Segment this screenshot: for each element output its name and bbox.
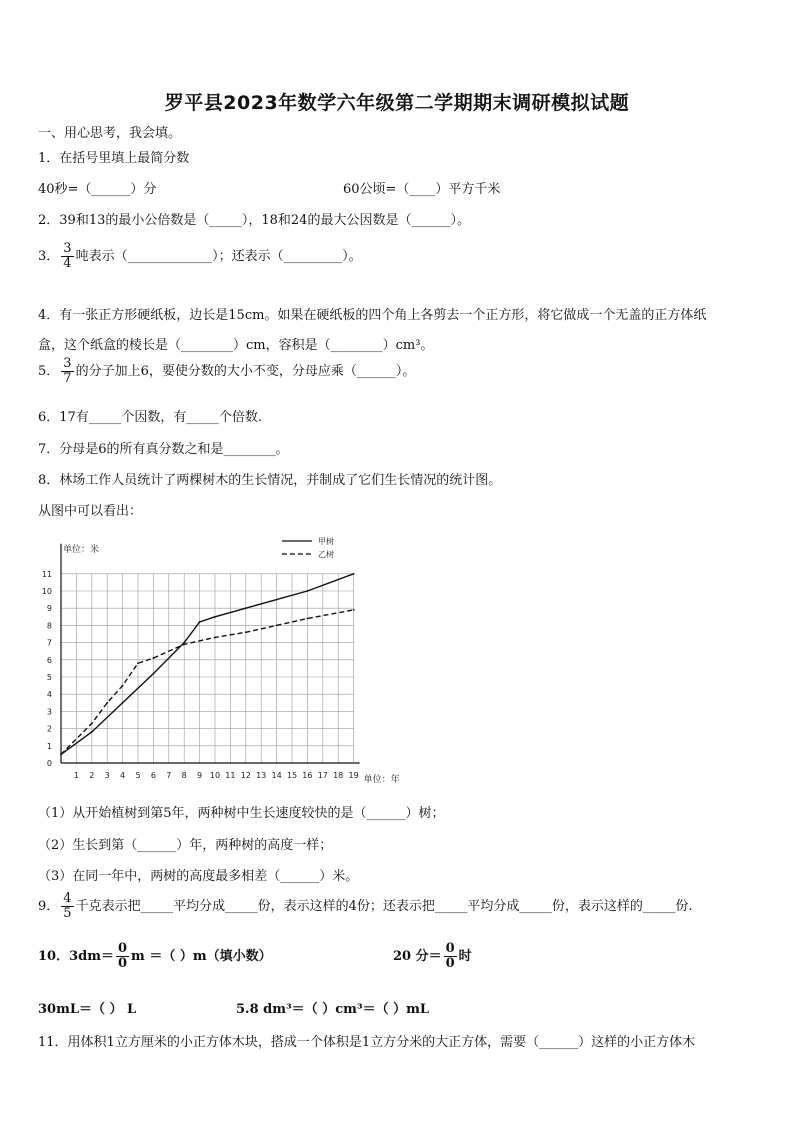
y-tick-label: 10 [41,587,52,596]
y-tick-label: 0 [46,759,52,768]
question-1a: 40秒=（______）分 [38,182,157,197]
data-point [276,599,278,601]
question-8-part1: （1）从开始植树到第5年，两种树中生长速度较快的是（______）树； [38,806,445,821]
data-point [153,657,155,659]
data-point [307,590,309,592]
fraction [61,357,73,386]
x-tick-label: 9 [197,771,203,780]
question-5 [38,357,415,386]
data-point [91,723,93,725]
question-5-label: 5． [38,364,60,379]
x-tick-label: 5 [135,771,141,780]
y-tick-label: 1 [46,741,52,751]
fraction [61,892,73,921]
y-tick-label: 5 [46,673,52,682]
series-line-yi [61,610,354,755]
data-point [91,731,93,733]
y-tick-label: 2 [46,724,52,734]
x-tick-label: 2 [89,771,95,780]
x-tick-label: 19 [348,771,359,780]
question-3 [38,242,362,271]
question-8-part2: （2）生长到第（______）年，两种树的高度一样； [38,838,333,853]
x-tick-label: 8 [181,771,187,780]
question-11: 11．用体积1立方厘米的小正方体木块，搭成一个体积是1立方分米的大正方体，需要（______）这样的小正方体木 [38,1035,696,1050]
question-9-text: 千克表示把_____平均分成_____份，表示这样的4份；还表示把_____平均分成_____份，表示这样的_____份. [75,899,693,914]
growth-line-chart [40,530,420,790]
question-2: 2．39和13的最小公倍数是（_____），18和24的最大公因数是（______）。 [38,213,470,228]
chart-legend [282,536,334,559]
data-point [276,625,278,627]
y-tick-label: 9 [46,604,52,614]
question-10a-suffix: m ＝（ ）m（填小数） [131,949,272,964]
x-tick-label: 12 [240,771,251,780]
fraction-denominator: 0 [117,956,128,971]
data-point [183,643,185,645]
question-6: 6．17有_____个因数，有_____个倍数. [38,410,262,425]
data-point [153,673,155,675]
question-8-part3: （3）在同一年中，两树的高度最多相差（______）米。 [38,869,359,884]
fraction-numerator: 3 [63,356,72,371]
question-10b [393,942,472,971]
x-tick-label: 4 [120,771,126,780]
x-axis-label: 单位：年 [363,775,400,785]
data-point [245,607,247,609]
question-3-text: 吨表示（_____________）；还表示（_________）。 [75,249,362,264]
legend-label: 甲树 [318,537,334,546]
x-tick-label: 3 [104,771,110,780]
fraction-denominator: 4 [63,256,72,271]
x-tick-label: 10 [209,771,221,780]
fraction-denominator: 5 [63,906,72,921]
page-title: 罗平县2023年数学六年级第二学期期末调研模拟试题 [164,92,630,114]
question-10a [38,942,272,971]
y-tick-label: 3 [46,707,52,717]
y-axis-label: 单位：米 [63,544,100,555]
x-tick-label: 11 [225,771,236,780]
data-point [307,618,309,620]
fraction [116,942,129,971]
question-4-line1: 4．有一张正方形硬纸板，边长是15cm。如果在硬纸板的四个角上各剪去一个正方形，将它做成一个无盖的正方体纸 [38,308,707,323]
fraction-numerator: 0 [445,941,455,956]
data-point [214,616,216,618]
question-9-label: 9． [38,899,60,914]
x-tick-label: 18 [333,771,344,780]
chart-axes [42,543,400,785]
x-tick-label: 1 [73,771,79,780]
question-7: 7．分母是6的所有真分数之和是________。 [38,442,289,457]
x-tick-label: 17 [317,771,328,780]
question-4-line2: 盒，这个纸盒的棱长是（________）cm，容积是（________）cm³。 [38,338,434,353]
y-tick-label: 6 [46,655,52,665]
fraction-denominator: 7 [63,371,72,386]
data-point [199,621,201,623]
x-tick-label: 13 [256,771,267,780]
y-tick-label: 7 [46,638,52,648]
data-point [214,637,216,639]
question-10a-prefix: 10．3dm＝ [38,949,114,964]
question-5-text: 的分子加上6，要使分数的大小不变，分母应乘（______）。 [75,364,416,379]
data-point [122,702,124,704]
chart-series [60,573,354,755]
fraction [444,942,457,971]
x-tick-label: 7 [166,771,172,780]
x-tick-label: 15 [286,771,298,780]
data-point [245,631,247,633]
question-10d: 5.8 dm³＝（ ）cm³＝（ ）mL [236,1002,429,1017]
question-10c: 30mL＝（ ） L [38,1002,137,1017]
y-tick-label: 4 [46,690,52,700]
data-point [106,702,108,704]
question-10b-prefix: 20 分＝ [393,949,442,964]
fraction-numerator: 4 [63,891,72,906]
question-8-stem: 8．林场工作人员统计了两棵树木的生长情况，并制成了它们生长情况的统计图。 [38,473,502,488]
question-3-label: 3． [38,249,60,264]
fraction-denominator: 0 [445,956,455,971]
data-point [353,573,355,575]
section-heading: 一、用心思考，我会填。 [38,126,182,141]
question-9 [38,892,692,921]
x-tick-label: 14 [271,771,282,780]
legend-label: 乙树 [318,550,334,559]
fraction [61,242,73,271]
question-1b: 60公顷=（____）平方千米 [343,182,501,197]
data-point [60,754,62,756]
question-1-stem: 1．在括号里填上最简分数 [38,151,190,166]
question-8-sub: 从图中可以看出： [38,504,143,519]
question-10b-suffix: 时 [458,949,472,964]
chart-grid [61,574,354,763]
y-tick-label: 11 [41,569,52,579]
data-point [183,642,185,644]
fraction-numerator: 0 [117,941,128,956]
data-point [137,662,139,664]
series-line-jia [61,574,354,755]
y-tick-label: 8 [46,621,52,631]
fraction-numerator: 3 [63,241,72,256]
x-tick-label: 16 [302,771,313,780]
data-point [353,609,355,611]
x-tick-label: 6 [150,771,156,780]
data-point [122,685,124,687]
